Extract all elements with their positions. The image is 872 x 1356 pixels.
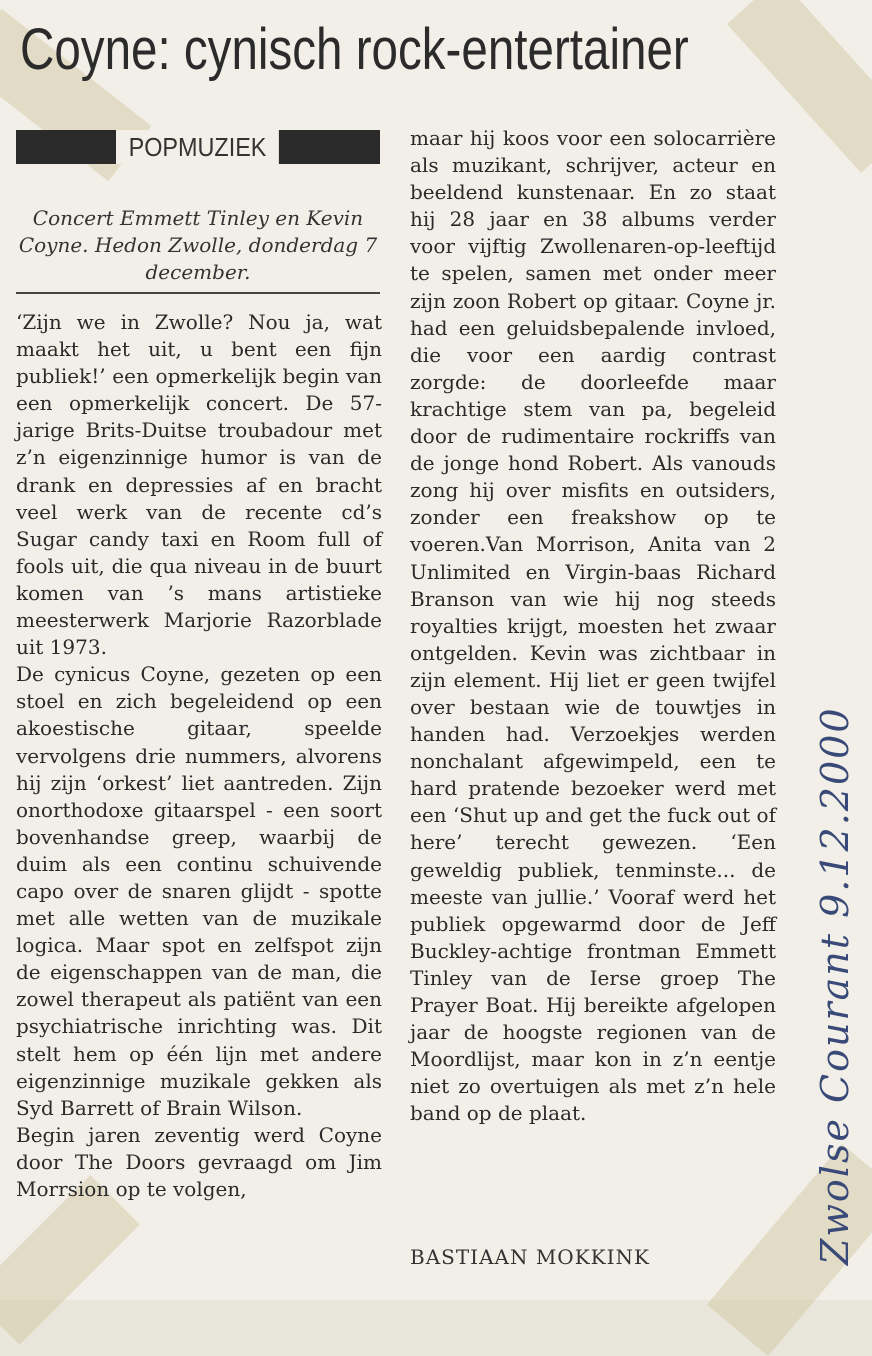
section-label: POPMUZIEK	[116, 130, 279, 164]
concert-intro: Concert Emmett Tinley en Kevin Coyne. Hedon Zwolle, donderdag 7 december.	[18, 206, 378, 284]
section-bar	[16, 130, 380, 164]
handwritten-note: Zwolse Courant 9.12.2000	[813, 706, 857, 1265]
paragraph: ‘Zijn we in Zwolle? Nou ja, wat maakt het uit, u bent een fijn publiek!’ een opmerkelijk begin van een opmerkelijk concert. De 57-jarige Brits-Duitse troubadour met z’n eigenzinnige humor is van de drank en depressies af en bracht veel werk van de recente cd’s Sugar candy taxi en Room full of fools uit, die qua niveau in de buurt komen van ’s mans artistieke meesterwerk Marjorie Razorblade uit 1973.	[16, 310, 382, 660]
paragraph: Begin jaren zeventig werd Coyne door The Doors gevraagd om Jim Morrsion op te volgen,	[16, 1122, 382, 1201]
article-column-1	[16, 309, 382, 1203]
author-byline: BASTIAAN MOKKINK	[410, 1245, 650, 1269]
paragraph: maar hij koos voor een solocarrière als muzikant, schrijver, acteur en beeldend kunstenaar. En zo staat hij 28 jaar en 38 albums verder voor vijftig Zwollenaren-op-leeftijd te spelen, samen met onder meer zijn zoon Robert op gitaar. Coyne jr. had een geluidsbepalende invloed, die voor een aardig contrast zorgde: de doorleefde maar krachtige stem van pa, begeleid door de rudimentaire rockriffs van de jonge hond Robert. Als vanouds zong hij over misfits en outsiders, zonder een freakshow op te voeren.Van Morrison, Anita van 2 Unlimited en Virgin-baas Richard Branson van wie hij nog steeds royalties krijgt, moesten het zwaar ontgelden. Kevin was zichtbaar in zijn element. Hij liet er geen twijfel over bestaan wie de touwtjes in handen had. Verzoekjes werden nonchalant afgewimpeld, een te hard pratende bezoeker werd met een ‘Shut up and get the fuck out of here’ terecht gewezen. ‘Een geweldig publiek, tenminste... de meeste van jullie.’ Vooraf werd het publiek opgewarmd door de Jeff Buckley-achtige frontman Emmett Tinley van de Ierse groep The Prayer Boat. Hij bereikte afgelopen jaar de hoogste regionen van de Moordlijst, maar kon in z’n eentje niet zo overtuigen als met z’n hele band op de plaat.	[410, 126, 776, 1126]
intro-divider	[16, 292, 380, 294]
article-column-2	[410, 125, 776, 1127]
headline: Coyne: cynisch rock-entertainer	[20, 17, 689, 82]
paragraph: De cynicus Coyne, gezeten op een stoel en zich begeleidend op een akoestische gitaar, speelde vervolgens drie nummers, alvorens hij zijn ‘orkest’ liet aantreden. Zijn onorthodoxe gitaarspel - een soort bovenhandse greep, waarbij de duim als een continu schuivende capo over de snaren glijdt - spotte met alle wetten van de muzikale logica. Maar spot en zelfspot zijn de eigenschappen van de man, die zowel therapeut als patiënt van een psychiatrische inrichting was. Dit stelt hem op één lijn met andere eigenzinnige muzikale gekken als Syd Barrett of Brain Wilson.	[16, 662, 382, 1120]
